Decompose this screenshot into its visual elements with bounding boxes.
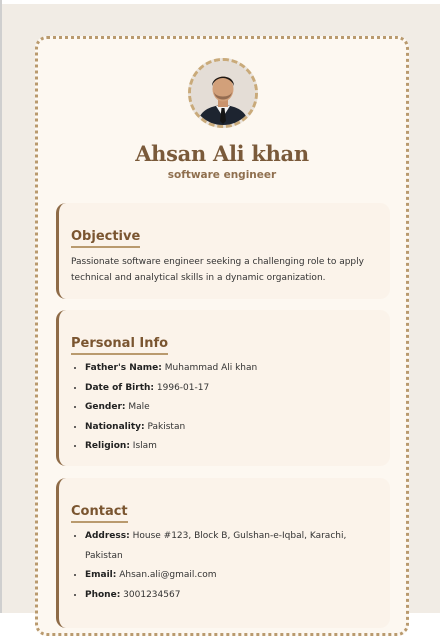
item-label: Date of Birth: [85,382,155,393]
list-item [85,527,380,566]
list-item [85,437,380,457]
item-value: Ahsan.ali@gmail.com [119,570,217,580]
item-value: 1996-01-17 [156,382,210,393]
contact-section [56,478,390,628]
item-value: Male [128,402,150,412]
list-item [85,566,380,586]
objective-text: Passionate software engineer seeking a challenging role to apply technical and analytical skills in a dynamic organization. [71,257,364,283]
item-label: Father's Name: [85,363,162,373]
item-value: Pakistan [147,421,186,432]
item-label: Religion: [85,441,130,451]
item-value: Muhammad Ali khan [164,363,258,373]
viewer-top-bar [2,0,440,4]
candidate-title: software engineer [167,169,277,181]
item-label: Nationality: [85,421,145,432]
candidate-name: Ahsan Ali khan [135,141,309,166]
profile-photo [188,58,258,128]
personal-info-section [56,310,390,466]
resume-card [35,36,409,636]
item-label: Email: [85,570,117,580]
contact-heading: Contact [71,504,128,523]
list-item [85,586,380,606]
item-label: Phone: [85,589,121,600]
personal-info-list [71,359,380,457]
item-value: House #123, Block B, Gulshan-e-Iqbal, Karachi, Pakistan [85,531,347,561]
item-value: 3001234567 [123,589,181,600]
list-item [85,379,380,399]
item-value: Islam [132,441,157,451]
list-item [85,359,380,379]
contact-list [71,527,380,605]
item-label: Gender: [85,402,126,412]
objective-section [56,203,390,299]
item-label: Address: [85,531,130,541]
personal-info-heading: Personal Info [71,336,168,355]
list-item [85,418,380,438]
objective-heading: Objective [71,229,140,248]
list-item [85,398,380,418]
